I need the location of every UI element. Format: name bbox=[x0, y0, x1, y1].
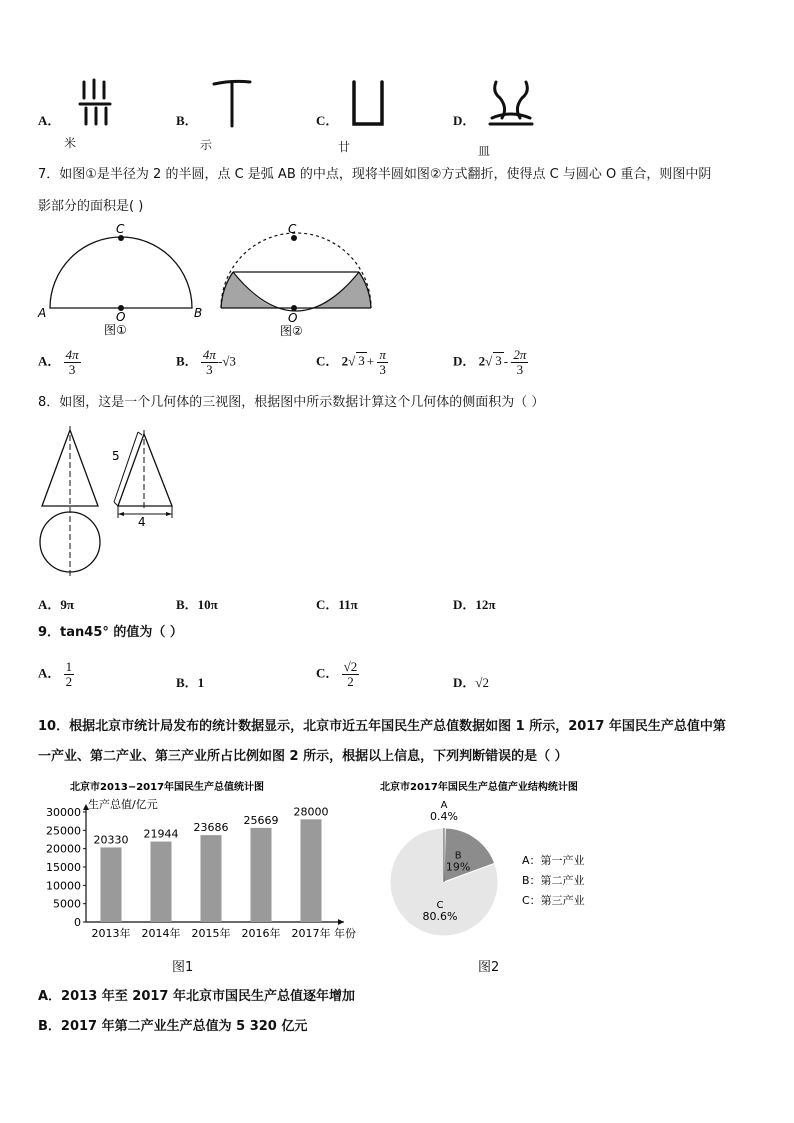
q8-three-views bbox=[36, 426, 186, 582]
q10-pie-chart bbox=[376, 776, 636, 946]
q10-option-a[interactable]: A．2013 年至 2017 年北京市国民生产总值逐年增加 bbox=[38, 989, 356, 1004]
bar-value-label: 21944 bbox=[143, 827, 179, 841]
q7-text-line1: 7．如图①是半径为 2 的半圆，点 C 是弧 AB 的中点，现将半圆如图②方式翻折，使得点 C 与圆心 O 重合，则图中阴 bbox=[38, 167, 712, 182]
q10-text-line2: 一产业、第二产业、第三产业所占比例如图 2 所示，根据以上信息，下列判断错误的是（ ） bbox=[38, 749, 568, 764]
q7-fig1-label-a: A bbox=[38, 306, 47, 320]
q7-option-c-fraction bbox=[377, 348, 388, 377]
q7-fig2-caption: 图② bbox=[280, 324, 303, 338]
q6-option-d-letter: D． bbox=[453, 113, 476, 128]
q7-fig2-label-o: O bbox=[288, 311, 298, 325]
q7-fig1-label-b: B bbox=[194, 306, 203, 320]
bar-category-label: 2017年 bbox=[291, 927, 331, 940]
q7-b-num: 4π bbox=[202, 347, 216, 362]
q6-option-a-letter: A． bbox=[38, 113, 61, 128]
bar bbox=[201, 835, 222, 922]
bar-y-tick-label: 25000 bbox=[46, 824, 81, 838]
pie-pct-a: 0.4% bbox=[430, 810, 458, 823]
q9-c-den: 2 bbox=[347, 674, 354, 689]
bar-category-label: 2016年 bbox=[241, 927, 281, 940]
q7-option-b-letter: B． bbox=[176, 353, 198, 369]
bar bbox=[151, 842, 172, 922]
q7-d-pre: 2 bbox=[478, 353, 486, 369]
q7-fig1-caption: 图① bbox=[104, 323, 127, 337]
q9-option-c[interactable] bbox=[316, 660, 359, 689]
q9-a-num: 1 bbox=[65, 659, 73, 674]
q7-c-den: 3 bbox=[379, 362, 386, 377]
bar bbox=[101, 847, 122, 922]
q7-option-b-fraction bbox=[201, 348, 218, 377]
q9-option-a[interactable] bbox=[38, 660, 74, 689]
q6-caption-b: 示 bbox=[200, 138, 213, 152]
bar-category-label: 2014年 bbox=[141, 927, 181, 940]
q7-option-c[interactable]: C． 2√ 3 + $\frac{\pi}{3}$ bbox=[316, 347, 386, 377]
bar-y-tick-label: 30000 bbox=[46, 806, 81, 819]
q6-caption-d: 皿 bbox=[478, 144, 491, 158]
q8-option-a[interactable]: A．9π bbox=[38, 597, 75, 612]
bar-category-label: 2013年 bbox=[91, 927, 131, 940]
q10-text-line1: 10．根据北京市统计局发布的统计数据显示，北京市近五年国民生产总值数据如图 1 所示，2017 年国民生产总值中第 bbox=[38, 719, 726, 734]
pie-pct-c: 80.6% bbox=[422, 910, 458, 923]
q10-option-b[interactable]: B．2017 年第二产业生产总值为 5 320 亿元 bbox=[38, 1019, 308, 1034]
q7-text-line2: 影部分的面积是( ) bbox=[38, 199, 144, 214]
pie-chart-marks bbox=[390, 800, 585, 936]
bar-category-label: 2015年 bbox=[191, 927, 231, 940]
q10-fig1-caption: 图1 bbox=[172, 960, 194, 975]
q6-option-b-letter: B． bbox=[176, 113, 198, 128]
bar-y-tick-label: 5000 bbox=[53, 897, 81, 911]
pie-chart-title: 北京市2017年国民生产总值产业结构统计图 bbox=[380, 782, 578, 793]
bar-value-label: 23686 bbox=[193, 821, 229, 835]
bar-x-arrow bbox=[338, 919, 344, 925]
q9-d-val: √2 bbox=[475, 675, 490, 690]
bar-chart-title: 北京市2013−2017年国民生产总值统计图 bbox=[70, 782, 265, 793]
pie-legend-item: C：第三产业 bbox=[522, 894, 585, 907]
q7-b-tail: -√3 bbox=[217, 353, 236, 369]
q8-text: 8．如图，这是一个几何体的三视图，根据图中所示数据计算这个几何体的侧面积为（ ） bbox=[38, 395, 545, 410]
bar-y-tick-label: 15000 bbox=[46, 861, 81, 874]
q7-b-den: 3 bbox=[206, 362, 213, 377]
q7-figure-1 bbox=[37, 222, 202, 337]
bar-y-tick-label: 10000 bbox=[46, 879, 81, 893]
q9-c-num: √2 bbox=[343, 659, 358, 674]
q8-option-b[interactable]: B．10π bbox=[176, 597, 218, 612]
q7-option-b[interactable] bbox=[176, 348, 236, 377]
q9-option-b-letter: B． bbox=[176, 675, 198, 690]
bar bbox=[251, 828, 272, 922]
q9-option-c-letter: C． bbox=[316, 665, 339, 681]
q6-caption-a: 米 bbox=[64, 136, 77, 150]
q9-option-a-fraction bbox=[64, 660, 75, 689]
q9-b-val: 1 bbox=[197, 675, 205, 690]
q7-figure-2 bbox=[221, 222, 371, 338]
q7-option-a-letter: A． bbox=[38, 353, 61, 369]
bar-y-tick-label: 20000 bbox=[46, 842, 81, 856]
q7-d-den: 3 bbox=[516, 362, 524, 377]
q7-c-pre: 2 bbox=[341, 353, 349, 369]
bar-chart-ylabel: 生产总值/亿元 bbox=[88, 798, 158, 811]
q8-dim-base: 4 bbox=[138, 515, 146, 529]
q9-a-den: 2 bbox=[65, 674, 73, 689]
q7-option-d[interactable]: D． 2√ 3 - $\frac{2\pi}{3}$ bbox=[453, 347, 527, 377]
q6-glyph-d-icon bbox=[488, 78, 534, 132]
q8-option-c[interactable]: C．11π bbox=[316, 597, 358, 612]
pie-pct-b: 19% bbox=[445, 860, 471, 874]
q7-d-minus: - bbox=[503, 353, 509, 369]
q9-option-b[interactable] bbox=[176, 672, 204, 691]
q10-bar-chart bbox=[36, 776, 366, 946]
q6-option-c-letter: C． bbox=[316, 113, 339, 128]
q9-option-c-fraction bbox=[342, 660, 360, 689]
q8-dim-slant: 5 bbox=[112, 449, 120, 463]
q6-glyph-a-icon bbox=[78, 78, 112, 128]
q7-figures bbox=[36, 220, 376, 342]
q7-fig1-label-o: O bbox=[116, 310, 126, 324]
pie-legend-item: B：第二产业 bbox=[522, 874, 585, 887]
q7-option-d-fraction bbox=[511, 348, 528, 377]
q9-option-d[interactable] bbox=[453, 672, 489, 691]
q7-a-den: 3 bbox=[68, 362, 76, 377]
bar-y-tick-label: 0 bbox=[74, 916, 81, 929]
pie-legend-item: A：第一产业 bbox=[522, 854, 585, 867]
q7-fig2-label-c: C bbox=[288, 222, 297, 236]
q7-c-rad: 3 bbox=[358, 353, 365, 369]
q9-text: 9．tan45° 的值为（ ） bbox=[38, 625, 183, 640]
pie-label-c: C bbox=[436, 900, 444, 911]
q6-caption-c: 廿 bbox=[338, 140, 351, 154]
q10-fig2-caption: 图2 bbox=[478, 960, 500, 975]
q8-option-d[interactable]: D．12π bbox=[453, 597, 496, 612]
pie-label-a: A bbox=[440, 800, 448, 811]
q7-option-a[interactable] bbox=[38, 348, 81, 377]
q7-a-num: 4π bbox=[65, 347, 79, 362]
q7-d-num: 2π bbox=[513, 347, 527, 362]
q9-option-a-letter: A． bbox=[38, 665, 61, 681]
q6-glyph-b-icon bbox=[212, 78, 252, 130]
q7-d-rad: 3 bbox=[495, 353, 502, 369]
q7-option-c-letter: C． bbox=[316, 353, 339, 369]
q7-c-plus: + bbox=[366, 353, 375, 369]
q7-option-a-fraction bbox=[64, 348, 81, 377]
pie-label-b: B bbox=[454, 850, 462, 862]
q9-option-d-letter: D． bbox=[453, 675, 476, 690]
q6-glyph-c-icon bbox=[350, 78, 386, 130]
bar bbox=[301, 819, 322, 922]
q7-option-d-letter: D． bbox=[453, 353, 476, 369]
bar-value-label: 20330 bbox=[93, 833, 129, 847]
q7-fig1-label-c: C bbox=[116, 222, 125, 236]
bar-chart-marks bbox=[46, 804, 344, 940]
bar-value-label: 25669 bbox=[243, 813, 279, 827]
q7-c-num: π bbox=[379, 347, 386, 362]
bar-value-label: 28000 bbox=[293, 805, 329, 819]
bar-chart-xlabel: 年份 bbox=[334, 927, 356, 940]
